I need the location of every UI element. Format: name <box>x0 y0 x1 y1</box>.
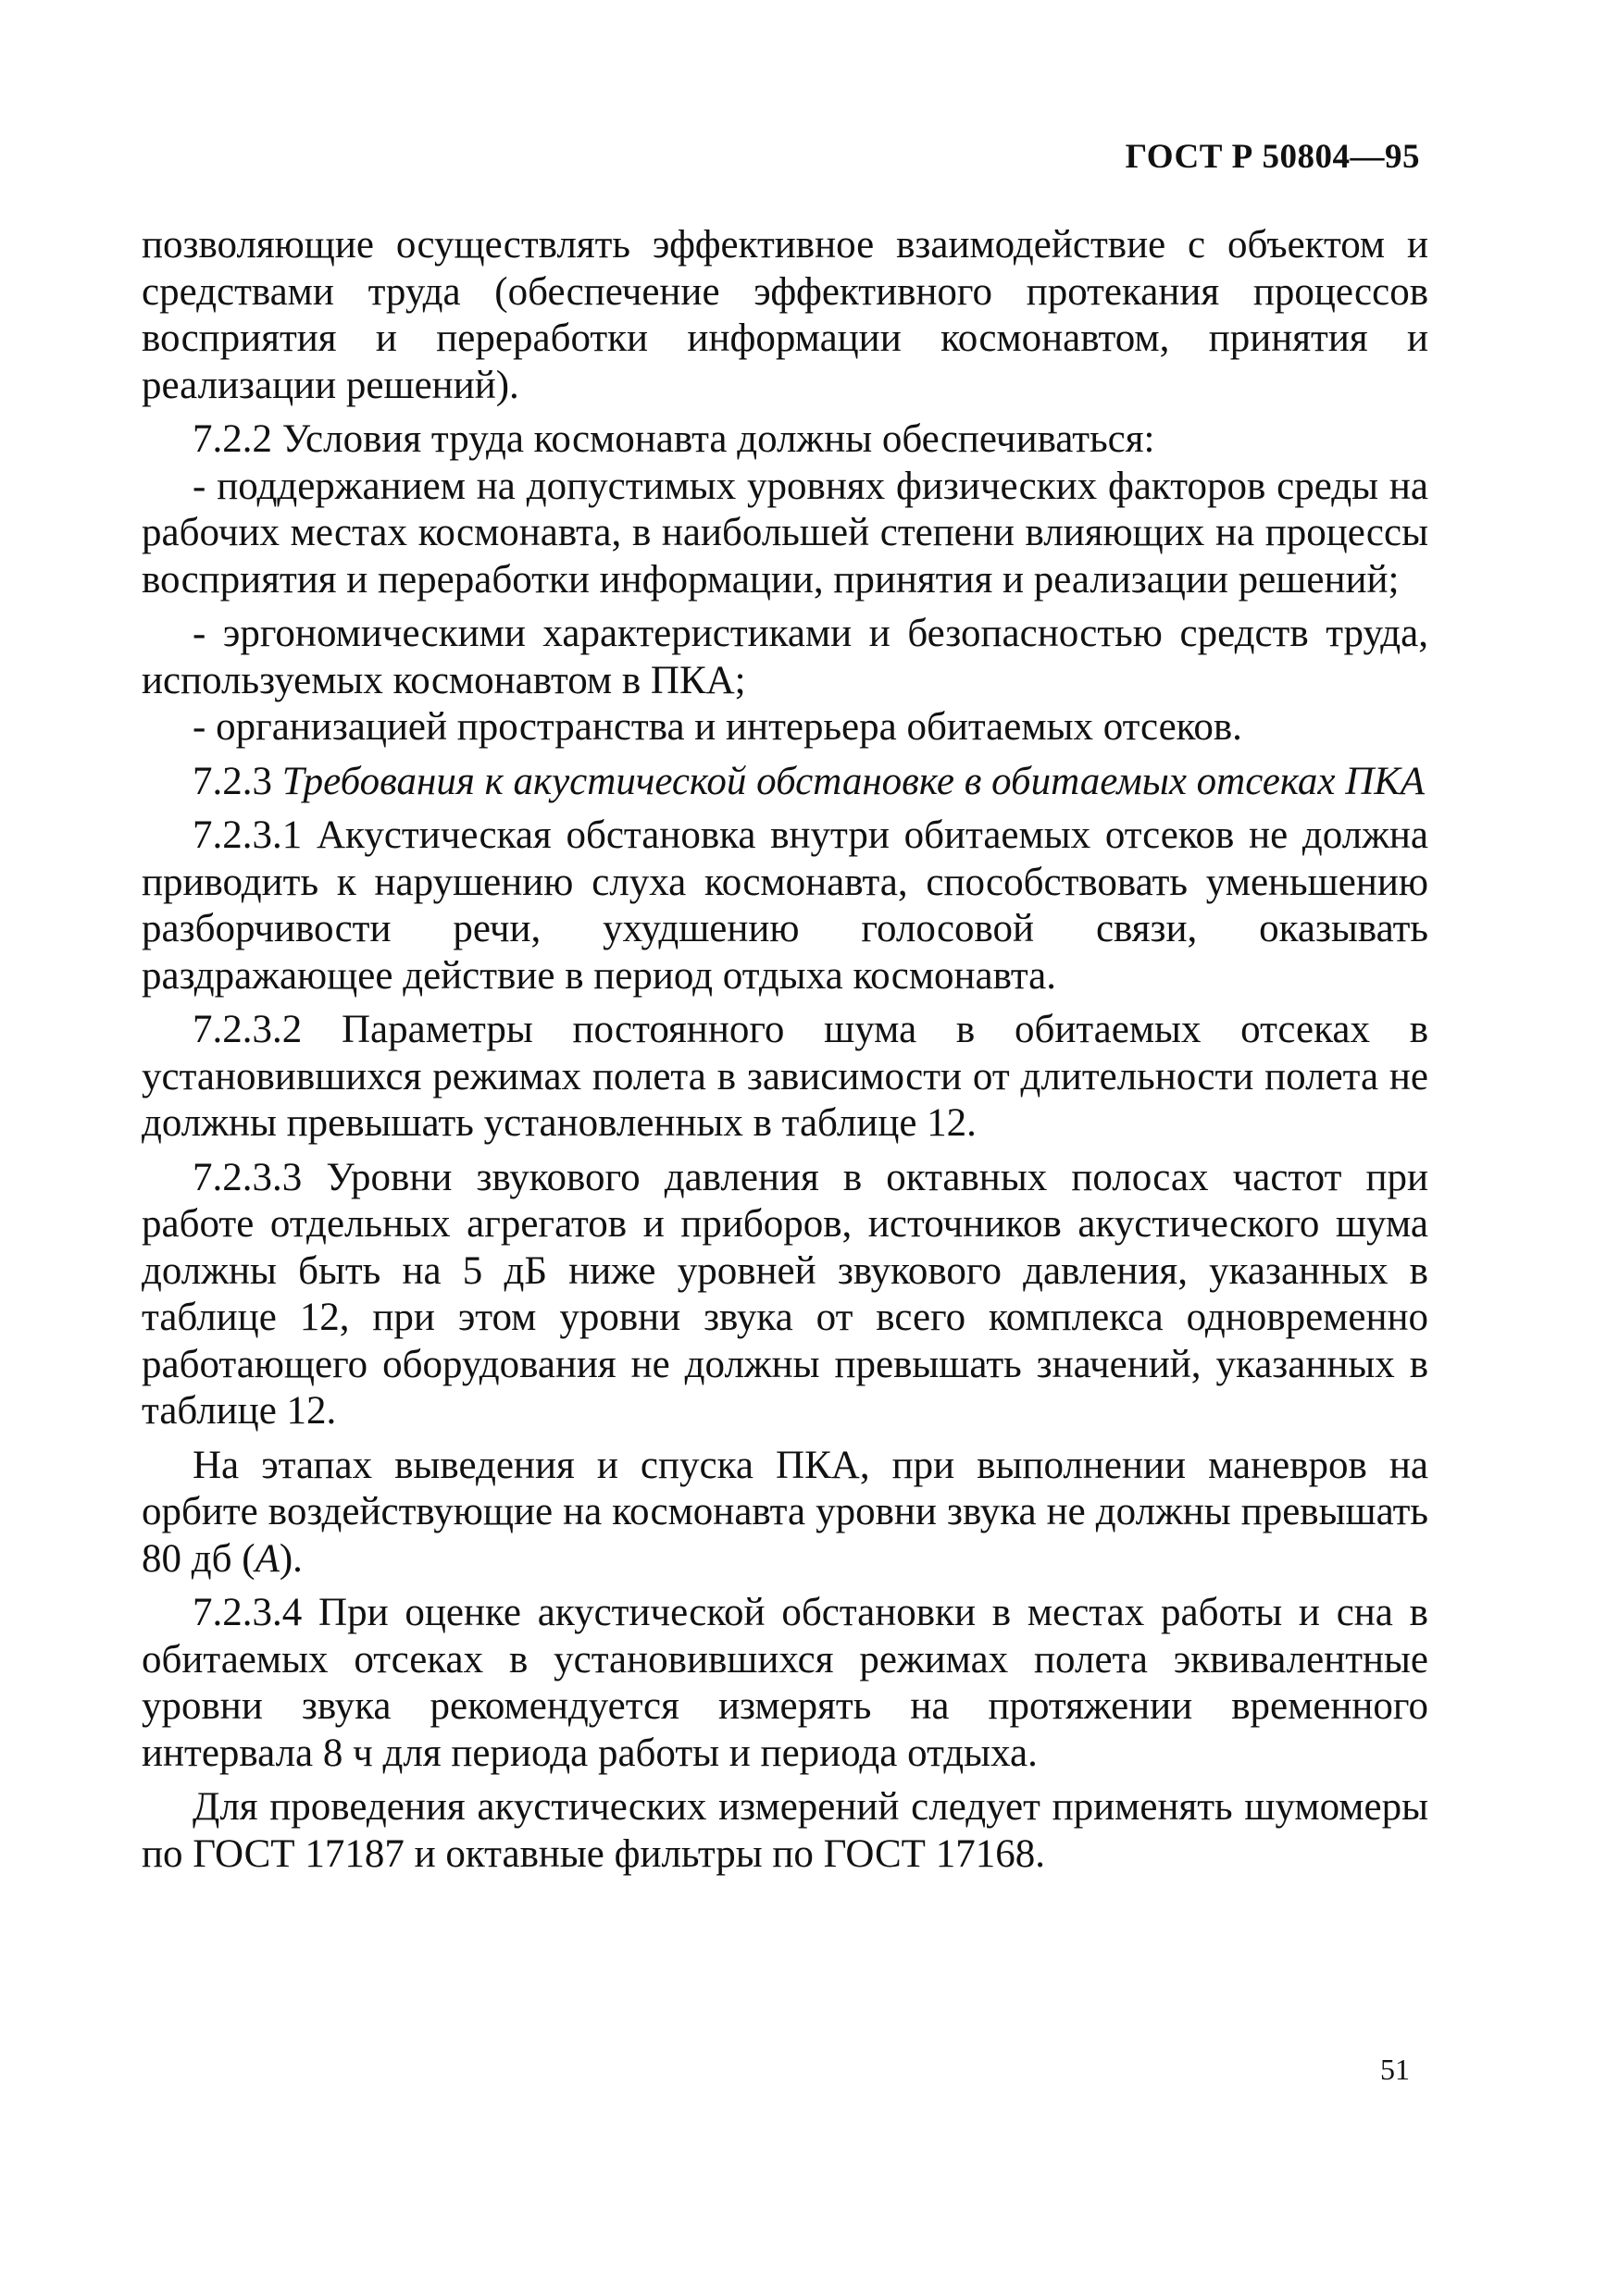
body-text <box>142 222 1428 1878</box>
paragraph-7-2-3-3: 7.2.3.3 Уровни звукового давления в октавных полосах частот при работе отдельных агрегатов и приборов, источников акустического шума должны быть на 5 дБ ниже уровней звукового давления, указанных в таблице 12, при этом уровни звука от всего комплекса одновременно работающего оборудования не должны превышать значений, указанных в таблице 12. <box>142 1155 1428 1433</box>
paragraph-continuation: позволяющие осуществлять эффективное взаимодействие с объектом и средствами труда (обеспечение эффективного протекания процессов восприятия и переработки информации космонавтом, принятия и реализации решений). <box>142 223 1428 407</box>
section-title: Требования к акустической обстановке в обитаемых отсеках ПКА <box>281 759 1426 803</box>
page-number: 51 <box>1380 2053 1410 2086</box>
paragraph-measurements: Для проведения акустических измерений следует применять шумомеры по ГОСТ 17187 и октавные фильтры по ГОСТ 17168. <box>142 1785 1428 1876</box>
paragraph-7-2-3-4: 7.2.3.4 При оценке акустической обстановки в местах работы и сна в обитаемых отсеках в установившихся режимах полета эквивалентные уровни звука рекомендуется измерять на протяжении временного интервала 8 ч для периода работы и периода отдыха. <box>142 1591 1428 1775</box>
list-item-ergonomics: - эргономическими характеристиками и безопасностью средств труда, используемых космонавтом в ПКА; <box>142 612 1428 702</box>
paragraph-7-2-3-1: 7.2.3.1 Акустическая обстановка внутри обитаемых отсеков не должна приводить к нарушению слуха космонавта, способствовать уменьшению разборчивости речи, ухудшению голосовой связи, оказывать раздражающее действие в период отдыха космонавта. <box>142 813 1428 998</box>
unit-weighting: А <box>255 1536 280 1581</box>
document-code-header: ГОСТ Р 50804—95 <box>1125 138 1420 176</box>
list-item-space-organization: - организацией пространства и интерьера обитаемых отсеков. <box>193 705 1242 749</box>
section-heading-7-2-3 <box>142 759 1428 806</box>
paragraph-7-2-2: 7.2.2 Условия труда космонавта должны обеспечиваться: <box>193 417 1155 461</box>
paragraph-text: На этапах выведения и спуска ПКА, при выполнении маневров на орбите воздействующие на космонавта уровни звука не должны превышать 80 дб ( <box>142 1443 1428 1581</box>
paragraph-text-end: ). <box>279 1536 303 1581</box>
paragraph-launch-stages <box>142 1443 1428 1583</box>
section-number: 7.2.3 <box>193 759 272 803</box>
list-item-physical-factors: - поддержанием на допустимых уровнях физических факторов среды на рабочих местах космонавта, в наибольшей степени влияющих на процессы восприятия и переработки информации, принятия и реализации решений; <box>142 464 1428 602</box>
paragraph-7-2-3-2: 7.2.3.2 Параметры постоянного шума в обитаемых отсеках в установившихся режимах полета в зависимости от длительности полета не должны превышать установленных в таблице 12. <box>142 1008 1428 1145</box>
